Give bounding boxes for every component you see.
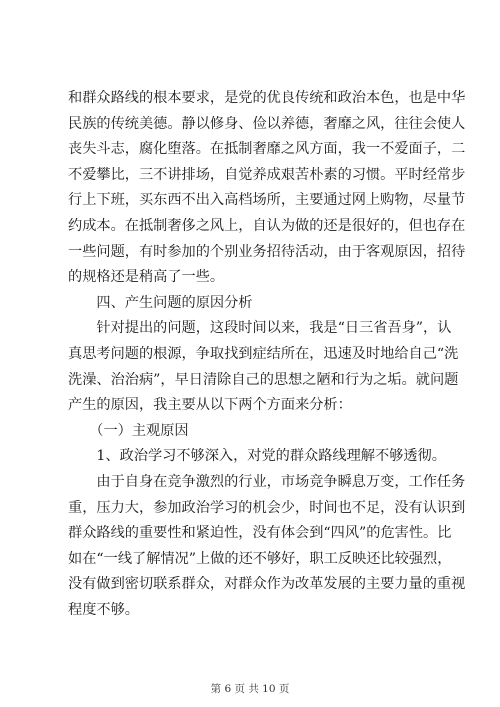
text-line: 的规格还是稍高了一些。: [68, 269, 225, 286]
text-line: 真思考问题的根源，争取找到症结所在，迅速及时地给自己“洗: [68, 345, 459, 362]
text-line: 由于自身在竞争激烈的行业，市场竞争瞬息万变，工作任务: [96, 473, 466, 490]
page-footer: 第 6 页 共 10 页: [210, 683, 290, 695]
text-line: 和群众路线的根本要求，是党的优良传统和政治本色，也是中华: [68, 90, 466, 106]
text-line: 产生的原因，我主要从以下两个方面来分析：: [68, 397, 352, 414]
text-line: 群众路线的重要性和紧迫性，没有体会到“四风”的危害性。比: [68, 525, 452, 542]
text-line: 一些问题，有时参加的个别业务招待活动，由于客观原因，招待: [68, 243, 466, 260]
text-line: 针对提出的问题，这段时间以来，我是“日三省吾身”，认: [96, 320, 452, 337]
text-line: 行上下班，买东西不出入高档场所，主要通过网上购物，尽量节: [68, 192, 466, 209]
text-line: 丧失斗志，腐化堕落。在抵制奢靡之风方面，我一不爱面子，二: [68, 141, 466, 158]
text-line: 重，压力大，参加政治学习的机会少，时间也不足，没有认识到: [68, 499, 466, 516]
text-line: 程度不够。: [68, 601, 139, 618]
text-line: （一）主观原因: [89, 422, 189, 439]
text-line: 如在“一线了解情况”上做的还不够好，职工反映还比较强烈，: [68, 550, 452, 567]
text-line: 约成本。在抵制奢侈之风上，自认为做的还是很好的，但也存在: [68, 217, 466, 234]
text-line: 不爱攀比，三不讲排场，自觉养成艰苦朴素的习惯。平时经常步: [68, 166, 466, 183]
text-line: 四、产生问题的原因分析: [96, 294, 253, 311]
document-body: [68, 86, 466, 623]
text-line: 1、政治学习不够深入，对党的群众路线理解不够透彻。: [96, 448, 446, 465]
text-line: 洗澡、治治病”，早日清除自己的思想之陋和行为之垢。就问题: [68, 371, 459, 388]
text-line: 民族的传统美德。静以修身、俭以养德，奢靡之风，往往会使人: [68, 115, 466, 132]
text-line: 没有做到密切联系群众，对群众作为改革发展的主要力量的重视: [68, 576, 466, 593]
